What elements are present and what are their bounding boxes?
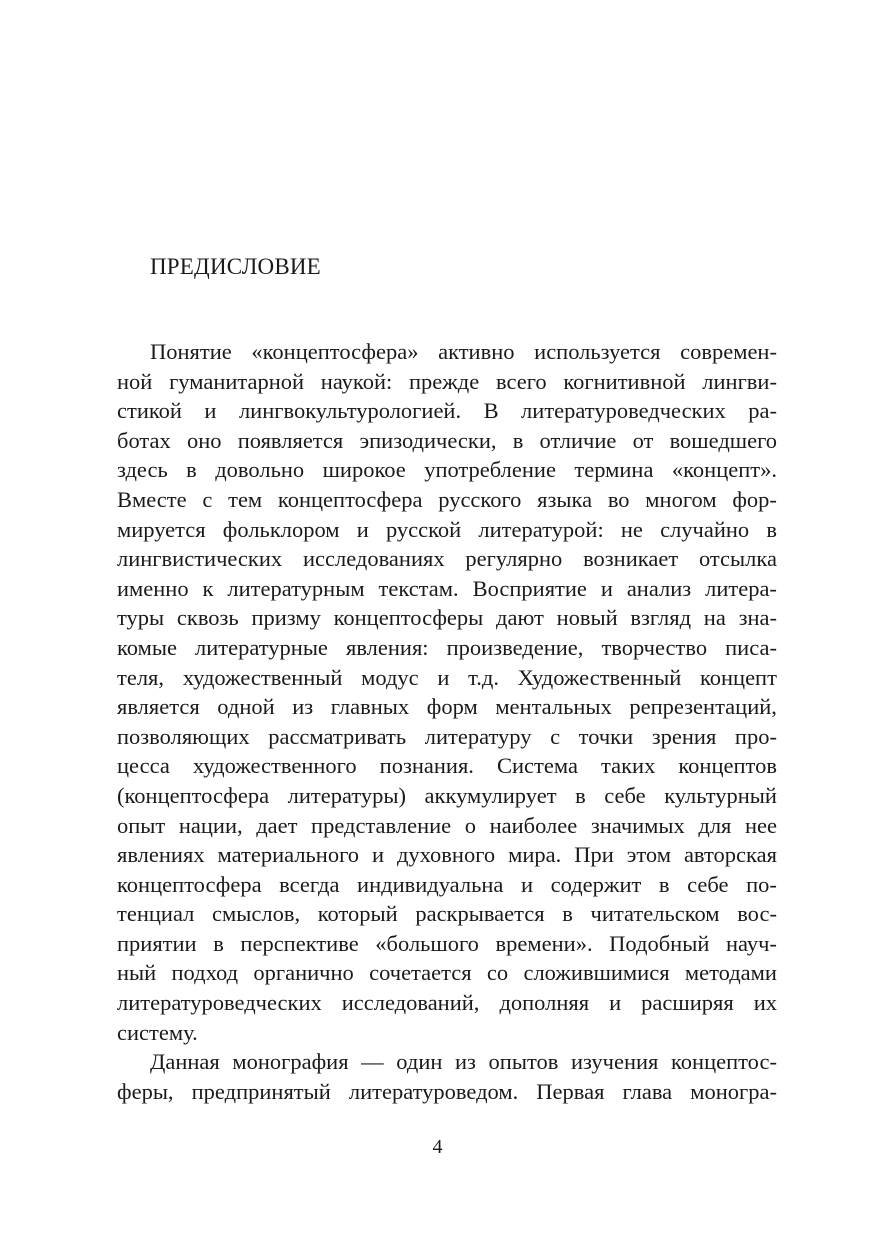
word: в bbox=[766, 516, 777, 542]
word: регулярно bbox=[465, 546, 563, 572]
text-line bbox=[117, 426, 777, 456]
word: литературой: bbox=[478, 516, 604, 542]
word: русского bbox=[438, 486, 522, 512]
word: новый bbox=[556, 605, 618, 631]
text-line bbox=[117, 633, 777, 663]
word: явлениях bbox=[117, 842, 205, 868]
word: зрения bbox=[651, 723, 717, 749]
word: себе bbox=[687, 871, 729, 897]
text-line bbox=[117, 367, 777, 397]
word: про- bbox=[734, 723, 777, 749]
word: гуманитарной bbox=[169, 368, 305, 394]
word: т.д. bbox=[468, 664, 499, 690]
word: авторская bbox=[683, 842, 777, 868]
word: к bbox=[202, 575, 214, 601]
word: опытов bbox=[488, 1049, 559, 1075]
word: концептос- bbox=[671, 1049, 777, 1075]
word: «концептосфера» bbox=[251, 339, 419, 364]
word: лингви- bbox=[702, 368, 777, 394]
word: литературу bbox=[424, 723, 532, 749]
word: в bbox=[562, 901, 573, 927]
word: взгляд bbox=[630, 605, 692, 631]
word: во bbox=[607, 486, 630, 512]
word: многом bbox=[645, 486, 717, 512]
text-line bbox=[117, 515, 777, 545]
word: точки bbox=[578, 723, 634, 749]
word: смыслов, bbox=[212, 901, 301, 927]
word: материального bbox=[217, 842, 360, 868]
text-line bbox=[117, 988, 777, 1018]
text-line bbox=[117, 574, 777, 604]
word: индивидуальна bbox=[357, 871, 504, 897]
word: туры bbox=[117, 605, 165, 631]
word: используется bbox=[534, 339, 661, 364]
word: — bbox=[361, 1049, 384, 1075]
body-text bbox=[117, 337, 777, 1106]
word: духовного bbox=[396, 842, 496, 868]
word: их bbox=[753, 990, 777, 1016]
text-line bbox=[117, 751, 777, 781]
word: Система bbox=[497, 753, 578, 779]
word: мируется bbox=[117, 516, 206, 542]
word: нации, bbox=[178, 812, 243, 838]
word: ной bbox=[117, 368, 153, 394]
word: теля, bbox=[117, 664, 165, 690]
word: Восприятие bbox=[472, 575, 587, 601]
word: мира. bbox=[508, 842, 562, 868]
word: в bbox=[186, 457, 197, 483]
word: исследований, bbox=[341, 990, 480, 1016]
word: предпринятый bbox=[191, 1078, 331, 1104]
word: моногра- bbox=[690, 1078, 777, 1104]
text-line bbox=[117, 1047, 777, 1077]
word: из bbox=[455, 1049, 476, 1075]
word: литературным bbox=[227, 575, 365, 601]
word: форм bbox=[426, 694, 478, 720]
word: модус bbox=[361, 664, 419, 690]
word: литературоведческих bbox=[117, 990, 322, 1016]
word: и bbox=[609, 990, 622, 1016]
section-heading: ПРЕДИСЛОВИЕ bbox=[150, 254, 321, 279]
word: дополняя bbox=[499, 990, 590, 1016]
word: произведение, bbox=[446, 634, 584, 660]
text-line bbox=[117, 870, 777, 900]
word: языка bbox=[537, 486, 593, 512]
text-line bbox=[117, 958, 777, 988]
word: не bbox=[620, 516, 643, 542]
word: художественного bbox=[192, 753, 357, 779]
word: «большого bbox=[375, 930, 479, 956]
text-line bbox=[117, 692, 777, 722]
text-line bbox=[117, 337, 777, 367]
word: органично bbox=[253, 960, 354, 986]
word: творчество bbox=[601, 634, 708, 660]
word: содержит bbox=[550, 871, 642, 897]
text-line bbox=[117, 722, 777, 752]
word: Понятие bbox=[150, 339, 232, 364]
word: всего bbox=[495, 368, 547, 394]
word: концептосферы bbox=[333, 605, 484, 631]
word: текстам. bbox=[378, 575, 459, 601]
word: употребление bbox=[424, 457, 556, 483]
word: из bbox=[292, 694, 314, 720]
word: комые bbox=[117, 634, 177, 660]
word: стикой bbox=[117, 398, 182, 424]
word: сочетается bbox=[369, 960, 472, 986]
text-line bbox=[117, 781, 777, 811]
word: здесь bbox=[117, 457, 168, 483]
word: зна- bbox=[738, 605, 777, 631]
word: позволяющих bbox=[117, 723, 250, 749]
word: подход bbox=[171, 960, 239, 986]
word: один bbox=[396, 1049, 443, 1075]
word: и bbox=[600, 575, 613, 601]
word: концепт bbox=[699, 664, 777, 690]
page-number: 4 bbox=[432, 1136, 443, 1158]
word: по- bbox=[746, 871, 777, 897]
word: ный bbox=[117, 960, 157, 986]
word: таких bbox=[601, 753, 656, 779]
word: читательском bbox=[590, 901, 720, 927]
word: значимых bbox=[590, 812, 685, 838]
word: раскрывается bbox=[415, 901, 545, 927]
word: русской bbox=[385, 516, 462, 542]
word: сквозь bbox=[176, 605, 239, 631]
word: феры, bbox=[117, 1078, 174, 1104]
text-line bbox=[117, 811, 777, 841]
word: в bbox=[512, 427, 524, 453]
word: аккумулирует bbox=[424, 782, 557, 808]
word: представление bbox=[311, 812, 452, 838]
word: «концепт». bbox=[671, 457, 777, 483]
word: рассматривать bbox=[268, 723, 407, 749]
word: широкое bbox=[322, 457, 406, 483]
word: вошедшего bbox=[669, 427, 777, 453]
word: ботах bbox=[117, 427, 171, 453]
word: изучения bbox=[570, 1049, 659, 1075]
text-line bbox=[117, 396, 777, 426]
word: времени». bbox=[495, 930, 593, 956]
word: появляется bbox=[237, 427, 344, 453]
word: в bbox=[575, 782, 586, 808]
word: концептосфера bbox=[277, 486, 423, 512]
word: оно bbox=[186, 427, 222, 453]
word: расширяя bbox=[641, 990, 734, 1016]
word: себе bbox=[604, 782, 646, 808]
word: систему. bbox=[117, 1019, 198, 1045]
word: одной bbox=[217, 694, 275, 720]
text-line bbox=[117, 840, 777, 870]
word: всегда bbox=[279, 871, 340, 897]
word: литературы) bbox=[287, 782, 406, 808]
word: является bbox=[117, 694, 200, 720]
word: возникает bbox=[583, 546, 679, 572]
word: термина bbox=[574, 457, 654, 483]
word: прежде bbox=[408, 368, 480, 394]
word: литературоведом. bbox=[348, 1078, 519, 1104]
word: этом bbox=[626, 842, 671, 868]
word: познания. bbox=[379, 753, 474, 779]
word: активно bbox=[438, 339, 515, 364]
word: для bbox=[698, 812, 732, 838]
word: случайно bbox=[660, 516, 750, 542]
word: анализ bbox=[626, 575, 692, 601]
word: отсылка bbox=[698, 546, 777, 572]
word: и bbox=[204, 398, 217, 424]
word: призму bbox=[251, 605, 321, 631]
word: концептов bbox=[678, 753, 777, 779]
word: и bbox=[520, 871, 534, 897]
word: литера- bbox=[705, 575, 777, 601]
word: на bbox=[703, 605, 726, 631]
word: Данная bbox=[150, 1049, 220, 1075]
word: наукой: bbox=[320, 368, 393, 394]
text-line bbox=[117, 929, 777, 959]
word: и bbox=[371, 842, 385, 868]
word: науч- bbox=[725, 930, 777, 956]
word: литературные bbox=[195, 634, 328, 660]
word: тенциал bbox=[117, 901, 195, 927]
word: с bbox=[202, 486, 213, 512]
text-line bbox=[117, 485, 777, 515]
word: со bbox=[486, 960, 509, 986]
word: в bbox=[213, 930, 224, 956]
word: отличие bbox=[539, 427, 617, 453]
word: концептосфера bbox=[117, 871, 262, 897]
text-line bbox=[117, 544, 777, 574]
text-line bbox=[117, 663, 777, 693]
text-line bbox=[117, 899, 777, 929]
text-line bbox=[117, 603, 777, 633]
word: монография bbox=[232, 1049, 349, 1075]
word: лингвистических bbox=[117, 546, 283, 572]
word: Художественный bbox=[517, 664, 682, 690]
word: литературоведческих bbox=[521, 398, 726, 424]
word: В bbox=[483, 398, 499, 424]
word: с bbox=[550, 723, 561, 749]
word: эпизодически, bbox=[359, 427, 497, 453]
word: довольно bbox=[215, 457, 305, 483]
word: Первая bbox=[536, 1078, 605, 1104]
word: когнитивной bbox=[563, 368, 686, 394]
word: методами bbox=[684, 960, 777, 986]
word: наиболее bbox=[489, 812, 578, 838]
word: нее bbox=[744, 812, 777, 838]
word: явления: bbox=[345, 634, 429, 660]
word: репрезентаций, bbox=[629, 694, 777, 720]
word: от bbox=[632, 427, 654, 453]
word: Вместе bbox=[117, 486, 187, 512]
word: дают bbox=[496, 605, 544, 631]
word: (концептосфера bbox=[117, 782, 270, 808]
word: писа- bbox=[725, 634, 777, 660]
word: Подобный bbox=[609, 930, 710, 956]
word: сложившимися bbox=[523, 960, 670, 986]
word: цесса bbox=[117, 753, 170, 779]
word: дает bbox=[256, 812, 298, 838]
word: художественный bbox=[182, 664, 343, 690]
word: именно bbox=[117, 575, 189, 601]
word: тем bbox=[228, 486, 263, 512]
word: современ- bbox=[680, 339, 777, 364]
word: лингвокультурологией. bbox=[238, 398, 462, 424]
text-line bbox=[117, 1018, 777, 1048]
word: который bbox=[317, 901, 398, 927]
word: глава bbox=[622, 1078, 673, 1104]
text-line bbox=[117, 1077, 777, 1107]
word: фор- bbox=[732, 486, 777, 512]
word: в bbox=[658, 871, 670, 897]
word: фольклором bbox=[222, 516, 340, 542]
word: опыт bbox=[117, 812, 166, 838]
word: ментальных bbox=[495, 694, 612, 720]
word: вос- bbox=[737, 901, 777, 927]
word: и bbox=[437, 664, 450, 690]
word: приятии bbox=[117, 930, 197, 956]
word: и bbox=[356, 516, 369, 542]
text-line bbox=[117, 455, 777, 485]
word: исследованиях bbox=[302, 546, 445, 572]
word: При bbox=[574, 842, 614, 868]
word: о bbox=[464, 812, 476, 838]
word: главных bbox=[330, 694, 410, 720]
word: перспективе bbox=[240, 930, 359, 956]
word: культурный bbox=[664, 782, 777, 808]
word: ра- bbox=[748, 398, 777, 424]
